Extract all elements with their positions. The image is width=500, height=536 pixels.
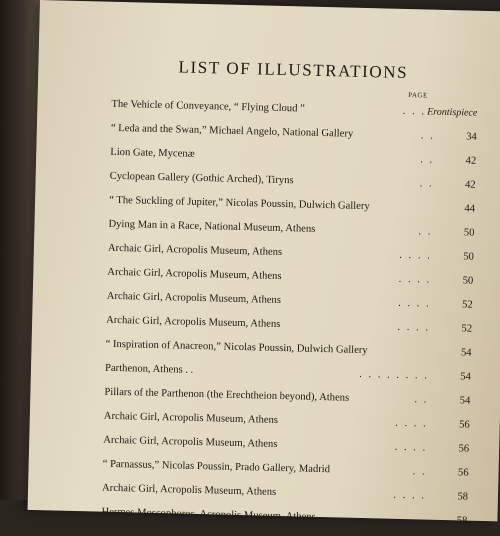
- leader-dots: . .: [414, 394, 429, 406]
- illustration-title: Archaic Girl, Acropolis Museum, Athens: [103, 434, 278, 450]
- illustration-title: Hermes Moscophoros, Acropolis Museum, Athens: [101, 506, 316, 523]
- page-number: Frontispiece: [427, 106, 478, 119]
- page-number: 34: [466, 131, 477, 143]
- illustration-title: “ Inspiration of Anacreon,” Nicolas Poussin, Dulwich Gallery: [105, 338, 368, 357]
- leader-dots: . . . .: [395, 417, 428, 430]
- illustration-title: The Vehicle of Conveyance, “ Flying Cloud ”: [111, 98, 305, 115]
- page-column-heading: PAGE: [408, 91, 428, 100]
- page-number: 56: [458, 443, 470, 455]
- book-page: [28, 0, 500, 527]
- page-number: 50: [462, 275, 474, 287]
- leader-dots: . . . .: [398, 273, 432, 286]
- illustrations-list: [101, 95, 477, 536]
- page-number: 42: [465, 155, 477, 167]
- leader-dots: . .: [418, 226, 433, 238]
- page-number: 54: [460, 347, 472, 359]
- illustration-title: Archaic Girl, Acropolis Museum, Athens: [101, 482, 277, 498]
- page-number: 44: [464, 203, 476, 215]
- illustration-title: Archaic Girl, Acropolis Museum, Athens: [103, 410, 279, 426]
- leader-dots: . . . .: [394, 441, 428, 454]
- leader-dots: . . . .: [393, 489, 427, 502]
- leader-dots: . . . . . . . .: [359, 368, 430, 382]
- illustration-title: Parthenon, Athens . .: [104, 362, 194, 376]
- page-number: 42: [464, 179, 476, 191]
- illustration-title: Dying Man in a Race, National Museum, Athens: [108, 218, 316, 235]
- page-number: 54: [460, 371, 472, 383]
- page-number: 52: [461, 299, 473, 311]
- illustration-title: Lion Gate, Mycenæ: [110, 146, 195, 160]
- page-number: 50: [463, 251, 474, 263]
- page-number: 54: [459, 395, 471, 407]
- page-number: 56: [459, 419, 470, 431]
- leader-dots: . . . .: [399, 249, 432, 262]
- leader-dots: . . . .: [397, 321, 431, 334]
- page-number: 58: [456, 515, 468, 527]
- leader-dots: . .: [420, 154, 435, 166]
- leader-dots: . .: [420, 130, 435, 142]
- page-number: 56: [457, 467, 469, 479]
- illustration-title: Archaic Girl, Acropolis Museum, Athens: [107, 242, 283, 258]
- page-number: 50: [463, 227, 475, 239]
- leader-dots: . .: [419, 178, 434, 190]
- illustration-title: “ Parnassus,” Nicolas Poussin, Prado Gallery, Madrid: [102, 458, 331, 476]
- illustration-title: “ Leda and the Swan,” Michael Angelo, National Gallery: [110, 122, 354, 140]
- illustration-title: Cyclopean Gallery (Gothic Arched), Tiryns: [109, 170, 294, 187]
- illustration-title: Archaic Girl, Acropolis Museum, Athens: [106, 314, 281, 330]
- leader-dots: . .: [411, 514, 426, 526]
- leader-dots: . .: [412, 466, 427, 478]
- page-number: 58: [457, 491, 469, 503]
- leader-dots: . . . .: [398, 297, 431, 310]
- leader-dots: . . . .: [402, 105, 436, 118]
- illustration-title: Archaic Girl, Acropolis Museum, Athens: [106, 290, 282, 306]
- page-title: LIST OF ILLUSTRATIONS: [178, 57, 409, 83]
- page-number: 52: [461, 323, 473, 335]
- illustration-title: Archaic Girl, Acropolis Museum, Athens: [107, 266, 282, 282]
- illustration-title: Pillars of the Parthenon (the Erechtheion beyond), Athens: [104, 386, 350, 404]
- illustration-title: “ The Suckling of Jupiter,” Nicolas Poussin, Dulwich Gallery: [108, 194, 370, 213]
